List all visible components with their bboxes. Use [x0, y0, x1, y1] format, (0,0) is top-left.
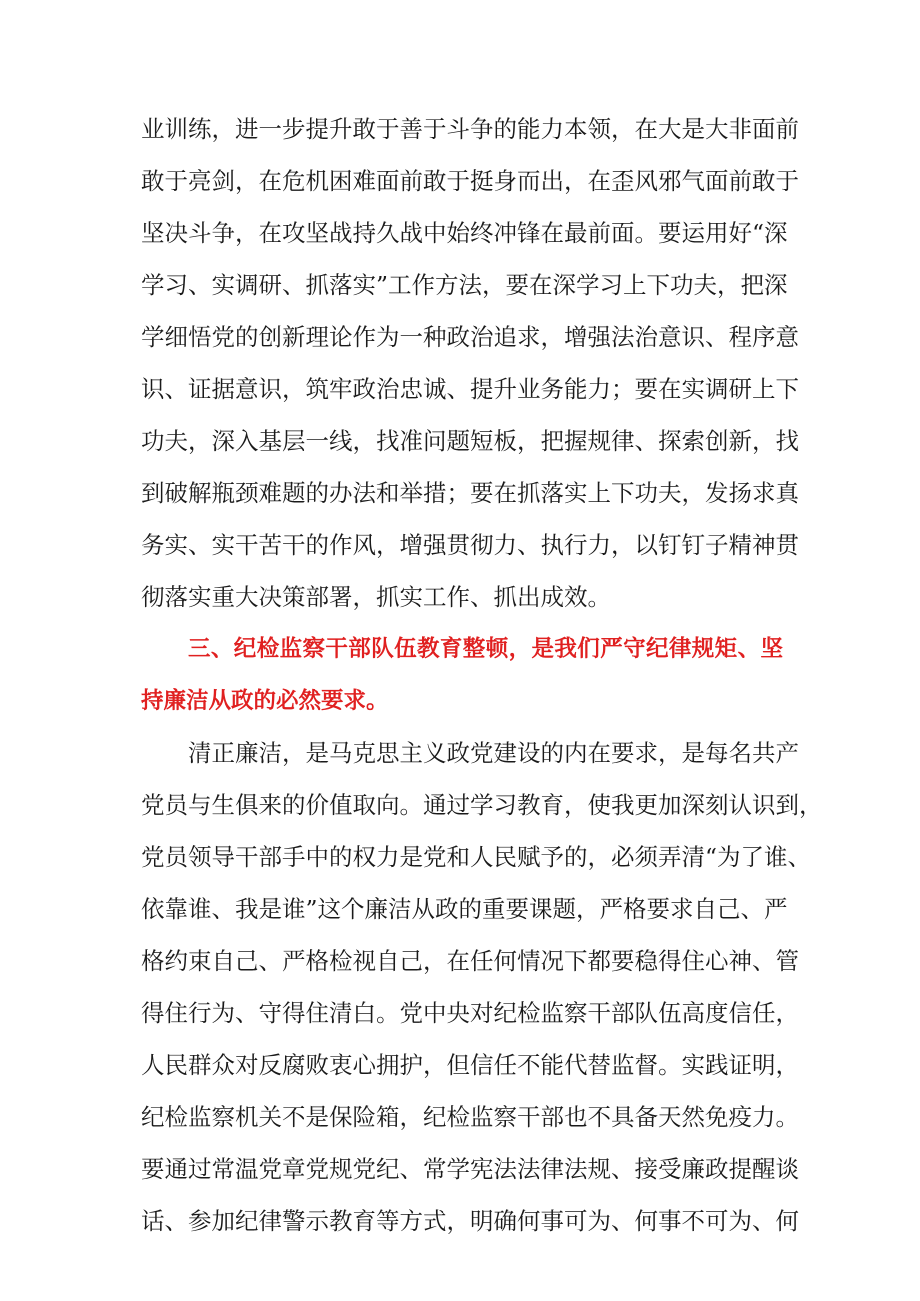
paragraph-line: 格约束自己、严格检视自己，在任何情况下都要稳得住心神、管 — [141, 947, 799, 975]
paragraph-line: 要通过常温党章党规党纪、常学宪法法律法规、接受廉政提醒谈 — [141, 1155, 799, 1183]
paragraph-line: 务实、实干苦干的作风，增强贯彻力、执行力，以钉钉子精神贯 — [141, 531, 799, 559]
paragraph-line: 学习、实调研、抓落实”工作方法，要在深学习上下功夫，把深 — [141, 271, 788, 299]
paragraph-line: 依靠谁、我是谁”这个廉洁从政的重要课题，严格要求自己、严 — [141, 895, 788, 923]
paragraph-line: 话、参加纪律警示教育等方式，明确何事可为、何事不可为、何 — [141, 1207, 799, 1235]
paragraph-line: 人民群众对反腐败衷心拥护，但信任不能代替监督。实践证明， — [141, 1051, 799, 1079]
paragraph-line: 纪检监察机关不是保险箱，纪检监察干部也不具备天然免疫力。 — [141, 1103, 799, 1131]
paragraph-line: 坚决斗争，在攻坚战持久战中始终冲锋在最前面。要运用好“深 — [141, 219, 788, 247]
paragraph-line: 到破解瓶颈难题的办法和举措；要在抓落实上下功夫，发扬求真 — [141, 479, 799, 507]
section-heading: 三、纪检监察干部队伍教育整顿，是我们严守纪律规矩、坚 — [188, 636, 783, 662]
paragraph-line: 敢于亮剑，在危机困难面前敢于挺身而出，在歪风邪气面前敢于 — [141, 167, 799, 195]
paragraph-line: 业训练，进一步提升敢于善于斗争的能力本领，在大是大非面前 — [141, 115, 799, 143]
paragraph-line: 彻落实重大决策部署，抓实工作、抓出成效。 — [141, 583, 611, 611]
section-heading: 持廉洁从政的必然要求。 — [141, 688, 389, 714]
paragraph-line: 清正廉洁，是马克思主义政党建设的内在要求，是每名共产 — [188, 739, 799, 767]
paragraph-line: 识、证据意识，筑牢政治忠诚、提升业务能力；要在实调研上下 — [141, 375, 799, 403]
paragraph-line: 党员与生俱来的价值取向。通过学习教育，使我更加深刻认识到， — [141, 791, 823, 819]
document-body — [141, 103, 823, 1247]
paragraph-line: 党员领导干部手中的权力是党和人民赋予的，必须弄清“为了谁、 — [141, 843, 812, 871]
paragraph-line: 功夫，深入基层一线，找准问题短板，把握规律、探索创新，找 — [141, 427, 799, 455]
paragraph-line: 得住行为、守得住清白。党中央对纪检监察干部队伍高度信任， — [141, 999, 799, 1027]
paragraph-line: 学细悟党的创新理论作为一种政治追求，增强法治意识、程序意 — [141, 323, 799, 351]
